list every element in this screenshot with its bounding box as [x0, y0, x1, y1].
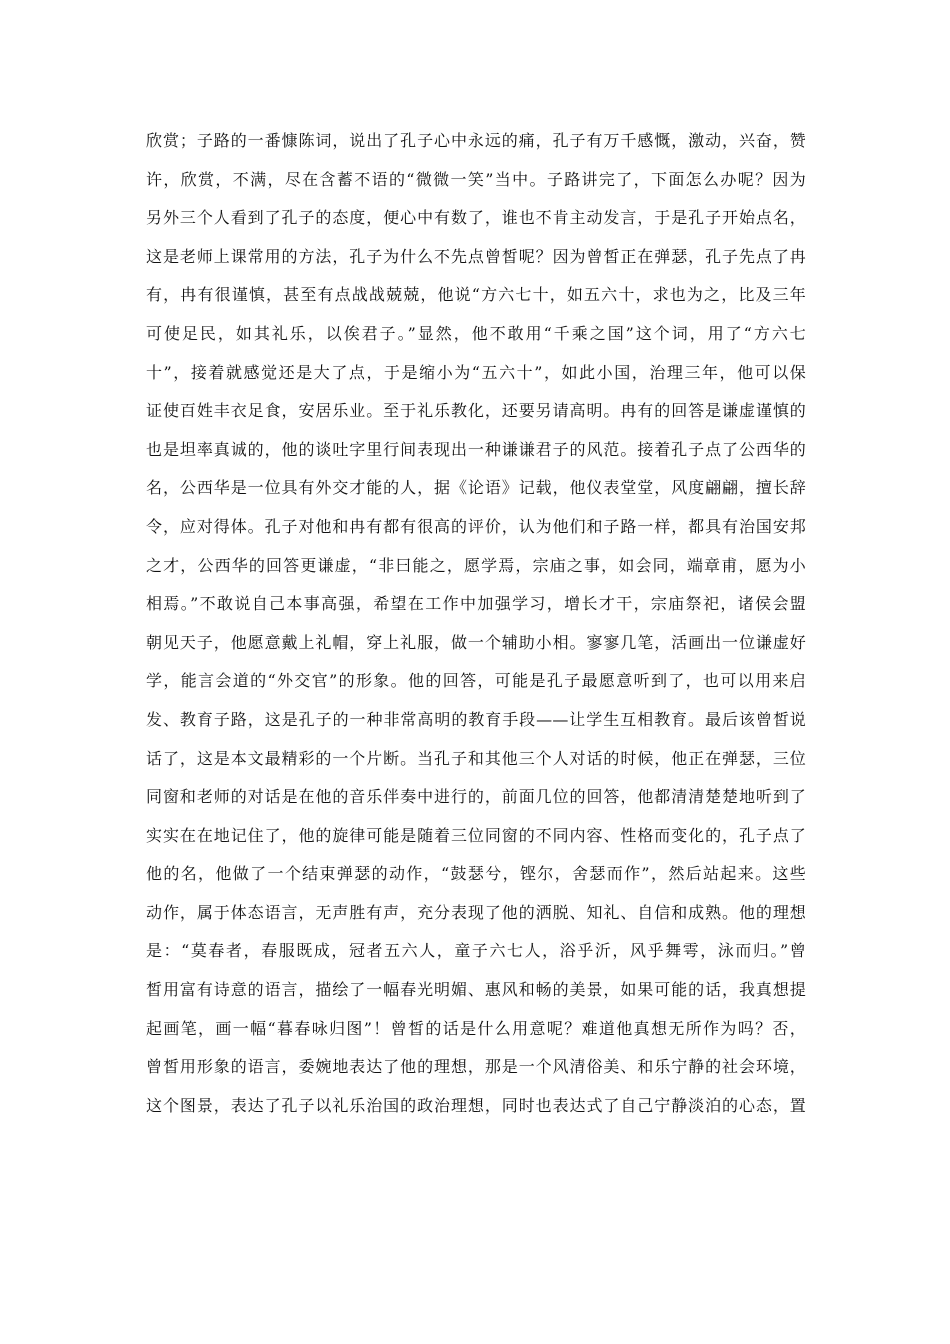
text-line: 欣赏；子路的一番慷陈词，说出了孔子心中永远的痛，孔子有万千感慨，激动，兴奋，赞 [146, 131, 806, 150]
text-line: 这是老师上课常用的方法，孔子为什么不先点曾皙呢？因为曾皙正在弹瑟，孔子先点了冉 [146, 246, 806, 266]
text-line: 发、教育子路，这是孔子的一种非常高明的教育手段——让学生互相教育。最后该曾皙说 [146, 709, 806, 729]
text-line: 也是坦率真诚的，他的谈吐字里行间表现出一种谦谦君子的风范。接着孔子点了公西华的 [146, 439, 806, 459]
text-line: 他的名，他做了一个结束弹瑟的动作，“鼓瑟兮，铿尔，舍瑟而作”，然后站起来。这些 [146, 864, 806, 884]
body-text [146, 122, 806, 1125]
text-line: 实实在在地记住了，他的旋律可能是随着三位同窗的不同内容、性格而变化的，孔子点了 [146, 825, 806, 845]
text-line: 有，冉有很谨慎，甚至有点战战兢兢，他说“方六七十，如五六十，求也为之，比及三年 [146, 285, 806, 305]
text-line: 另外三个人看到了孔子的态度，便心中有数了，谁也不肯主动发言，于是孔子开始点名， [146, 208, 806, 228]
text-line: 话了，这是本文最精彩的一个片断。当孔子和其他三个人对话的时候，他正在弹瑟，三位 [146, 748, 806, 768]
text-line: 令，应对得体。孔子对他和冉有都有很高的评价，认为他们和子路一样，都具有治国安邦 [146, 516, 806, 536]
text-line: 同窗和老师的对话是在他的音乐伴奏中进行的，前面几位的回答，他都清清楚楚地听到了 [146, 787, 806, 807]
text-line: 十”，接着就感觉还是大了点，于是缩小为“五六十”，如此小国，治理三年，他可以保 [146, 362, 806, 382]
text-line: 证使百姓丰衣足食，安居乐业。至于礼乐教化，还要另请高明。冉有的回答是谦虚谨慎的 [146, 401, 806, 421]
text-line: 朝见天子，他愿意戴上礼帽，穿上礼服，做一个辅助小相。寥寥几笔，活画出一位谦虚好 [146, 632, 806, 652]
text-line: 相焉。”不敢说自己本事高强，希望在工作中加强学习，增长才干，宗庙祭祀，诸侯会盟 [146, 594, 806, 614]
text-line: 可使足民，如其礼乐，以俟君子。”显然，他不敢用“千乘之国”这个词，用了“方六七 [146, 323, 806, 343]
text-line: 之才，公西华的回答更谦虚，“非曰能之，愿学焉，宗庙之事，如会同，端章甫，愿为小 [146, 555, 806, 575]
text-line: 学，能言会道的“外交官”的形象。他的回答，可能是孔子最愿意听到了，也可以用来启 [146, 671, 806, 691]
text-line: 皙用富有诗意的语言，描绘了一幅春光明媚、惠风和畅的美景，如果可能的话，我真想提 [146, 980, 806, 1000]
text-line: 起画笔，画一幅“暮春咏归图”！曾皙的话是什么用意呢？难道他真想无所作为吗？否， [146, 1018, 806, 1038]
text-line: 曾皙用形象的语言，委婉地表达了他的理想，那是一个风清俗美、和乐宁静的社会环境， [146, 1057, 806, 1077]
text-line: 这个图景，表达了孔子以礼乐治国的政治理想，同时也表达式了自己宁静淡泊的心态，置 [146, 1095, 806, 1115]
text-line: 许，欣赏，不满，尽在含蓄不语的“微微一笑”当中。子路讲完了，下面怎么办呢？因为 [146, 169, 806, 189]
text-line: 名，公西华是一位具有外交才能的人，据《论语》记载，他仪表堂堂，风度翩翩，擅长辞 [146, 478, 806, 498]
text-line: 是：“莫春者，春服既成，冠者五六人，童子六七人，浴乎沂，风乎舞雩，泳而归。”曾 [146, 941, 806, 961]
text-line: 动作，属于体态语言，无声胜有声，充分表现了他的洒脱、知礼、自信和成熟。他的理想 [146, 902, 806, 922]
